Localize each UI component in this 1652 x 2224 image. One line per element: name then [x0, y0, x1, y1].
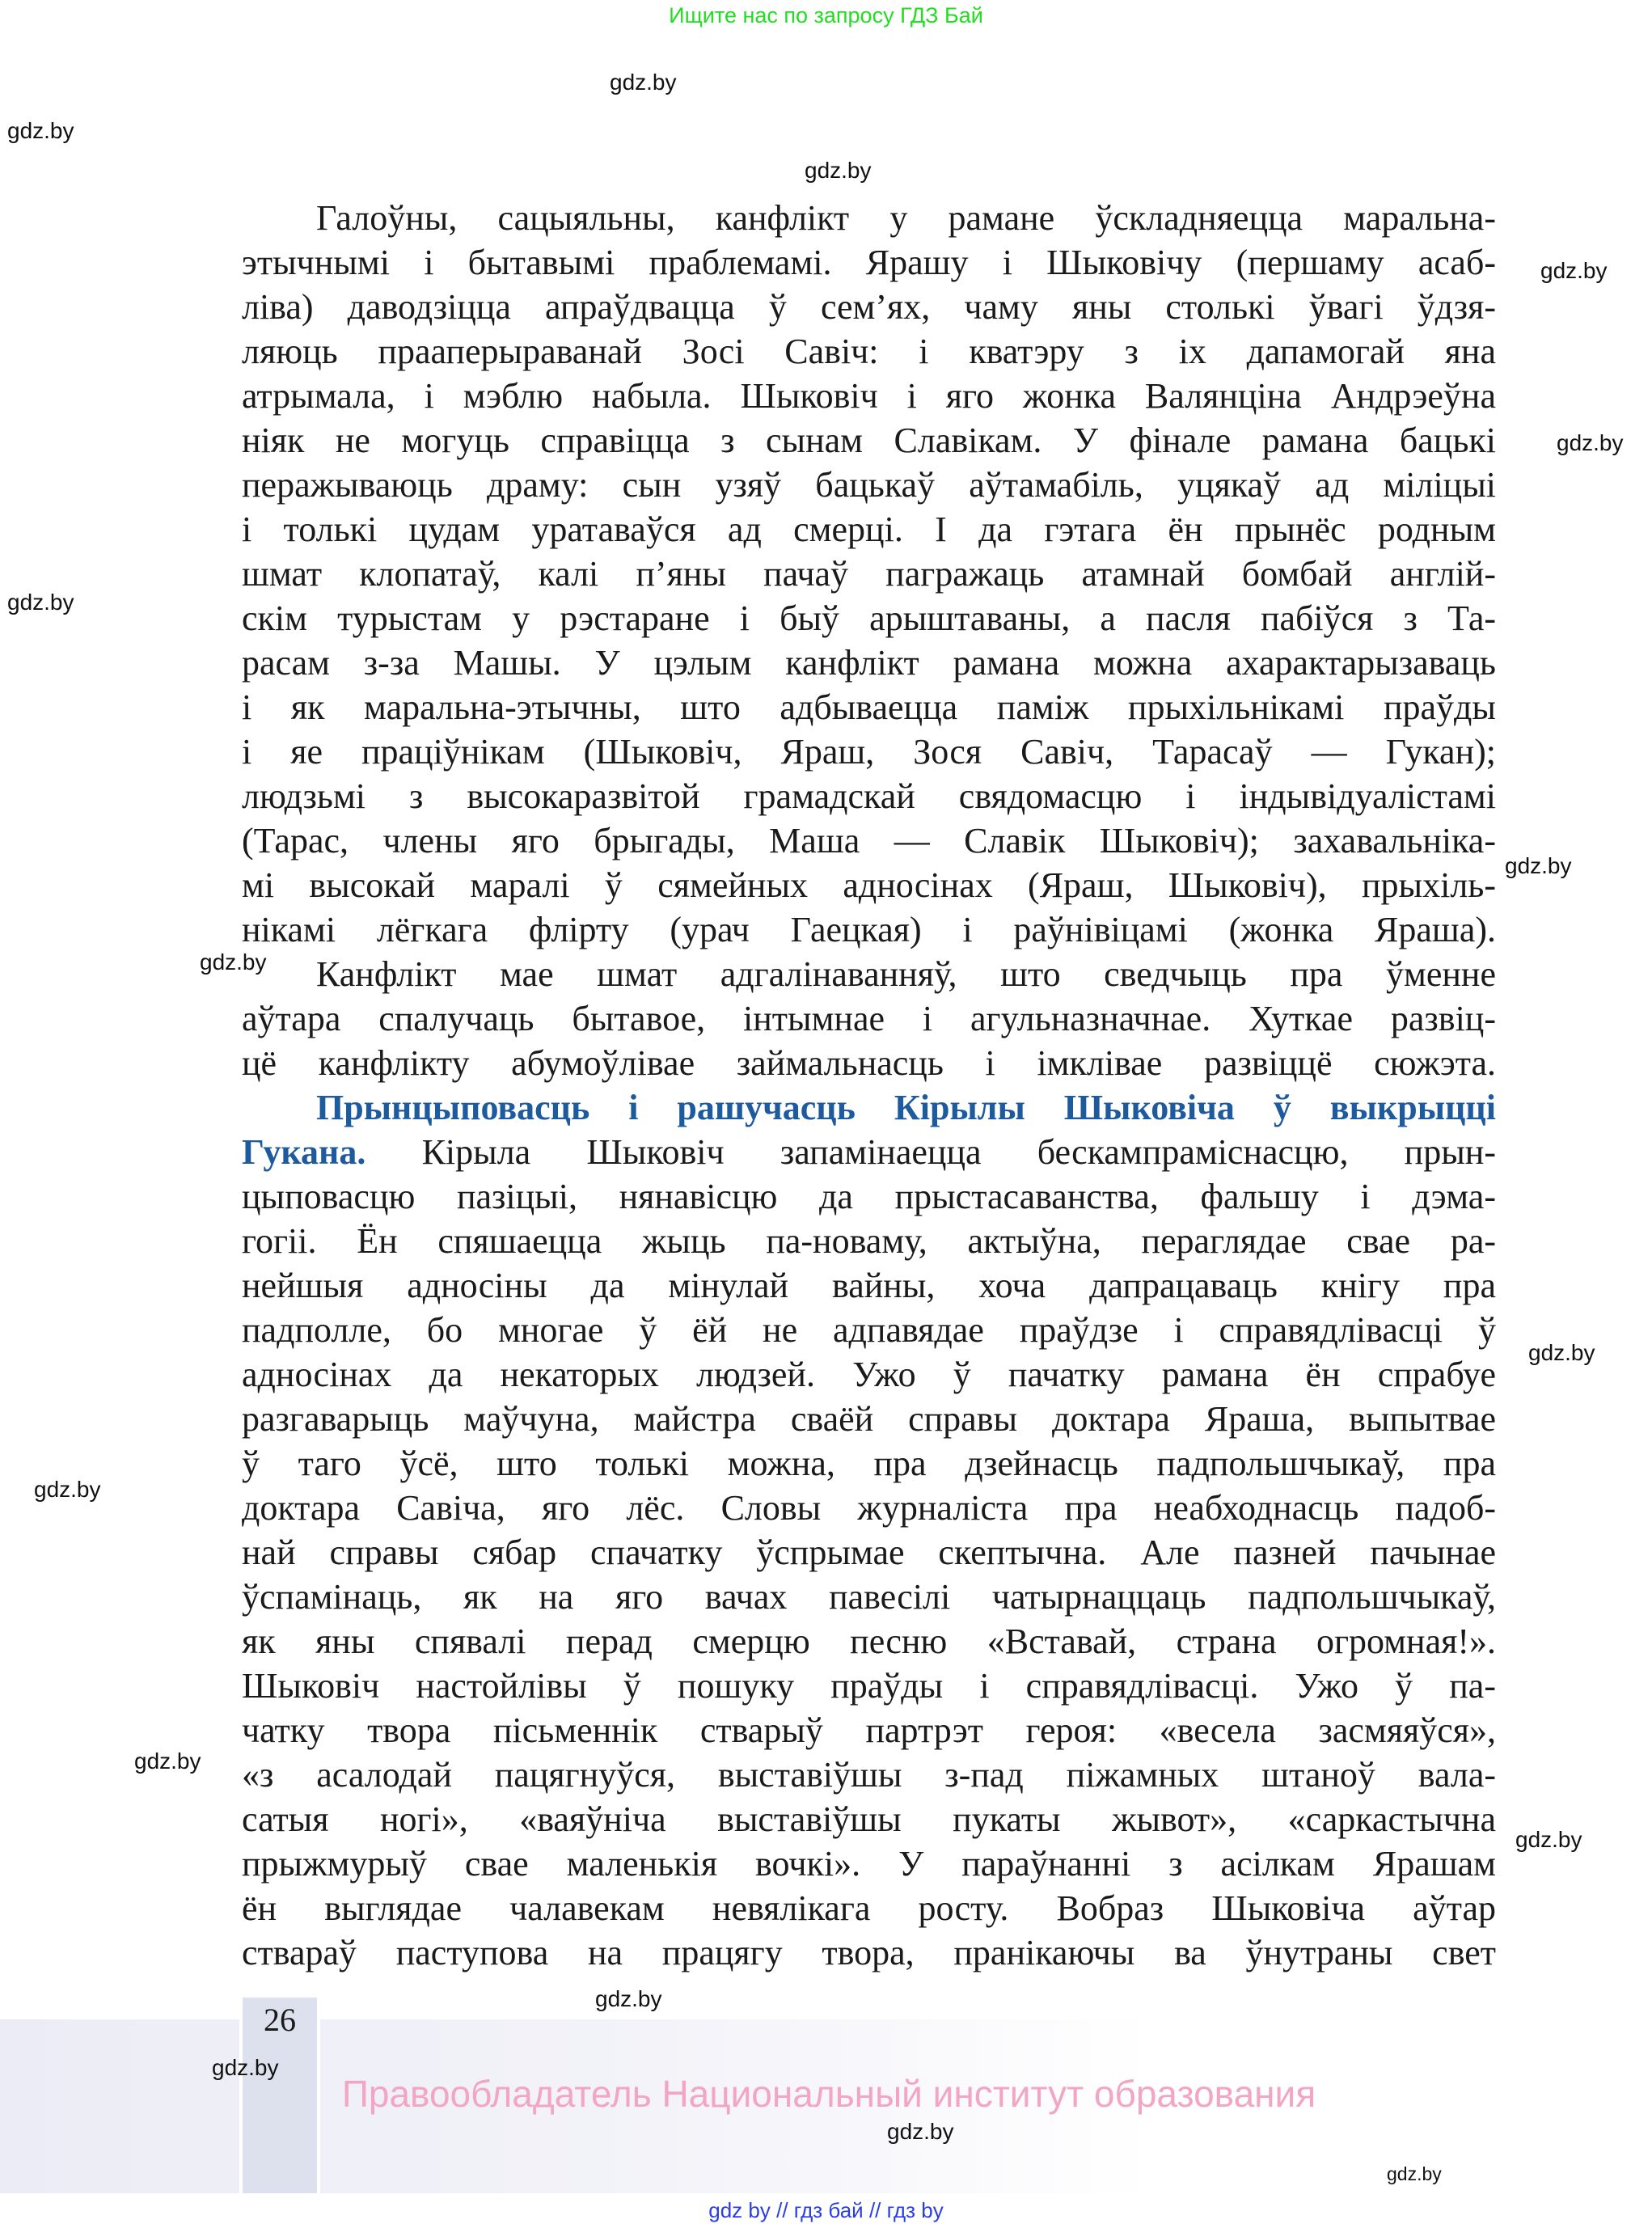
text-line [242, 1441, 1496, 1486]
text-line-content: доктара Савіча, яго лёс. Словы журналіста пра неабходнасць падоб- [242, 1488, 1496, 1528]
text-line-content: перажываюць драму: сын узяў бацькаў аўтамабіль, уцякаў ад міліцыі [242, 465, 1496, 505]
text-line-content: чатку твора пісьменнік стварыў партрэт героя: «весела засмяяўся», [242, 1710, 1496, 1750]
text-line-content: адносінах да некаторых людзей. Ужо ў пачатку рамана ён спрабуе [242, 1355, 1496, 1394]
text-line [242, 907, 1496, 952]
text-line-content: ліва) даводзіцца апраўдвацца ў сем’ях, чаму яны столькі ўвагі ўдзя- [242, 287, 1496, 327]
text-line [242, 196, 1496, 240]
text-line [242, 863, 1496, 907]
text-line-content: этычнымі і бытавымі праблемамі. Ярашу і Шыковічу (першаму асаб- [242, 243, 1496, 282]
text-line-content: падполле, бо многае ў ёй не адпавядае праўдзе і справядлівасці ў [242, 1310, 1496, 1350]
watermark: gdz.by [887, 2119, 954, 2144]
text-line [242, 1308, 1496, 1352]
text-line [242, 374, 1496, 418]
watermark: gdz.by [7, 118, 74, 143]
watermark: gdz.by [1557, 430, 1624, 455]
text-line [242, 818, 1496, 863]
text-line [242, 729, 1496, 774]
text-line-content: най справы сябар спачатку ўспрымае скептычна. Але пазней пачынае [242, 1533, 1496, 1572]
text-line [242, 1708, 1496, 1753]
text-line [242, 1397, 1496, 1441]
watermark: gdz.by [200, 949, 267, 975]
text-line [242, 996, 1496, 1041]
text-line-content: ў таго ўсё, што толькі можна, пра дзейнасць падпольшчыкаў, пра [242, 1444, 1496, 1483]
text-line [242, 1352, 1496, 1397]
text-line [242, 1619, 1496, 1664]
text-line [242, 1486, 1496, 1530]
text-line-content: атрымала, і мэблю набыла. Шыковіч і яго жонка Валянціна Андрэеўна [242, 376, 1496, 416]
text-line [242, 1219, 1496, 1263]
text-line-content: і яе праціўнікам (Шыковіч, Яраш, Зося Савіч, Тарасаў — Гукан); [242, 732, 1496, 772]
text-line [242, 1797, 1496, 1841]
text-line [242, 507, 1496, 552]
text-line-content: сатыя ногі», «ваяўніча выставіўшы пукаты жывот», «саркастычна [242, 1799, 1496, 1839]
section-heading: Прынцыповасць і рашучасць Кірылы Шыковіча ў выкрыцці [316, 1088, 1496, 1127]
text-line-content: мі высокай маралі ў сямейных адносінах (Яраш, Шыковіч), прыхіль- [242, 865, 1496, 905]
text-line [242, 1575, 1496, 1619]
text-line [242, 1530, 1496, 1575]
watermark: gdz.by [34, 1477, 101, 1502]
text-line [242, 774, 1496, 818]
text-line [242, 329, 1496, 374]
watermark: gdz.by [610, 70, 677, 95]
body-text [242, 196, 1496, 1975]
page-number: 26 [264, 2002, 296, 2038]
top-banner: Ищите нас по запросу ГДЗ Бай [669, 3, 983, 27]
bottom-links [0, 2198, 1652, 2223]
text-line-content: расам з-за Машы. У цэлым канфлікт рамана можна ахарактарызаваць [242, 643, 1496, 683]
text-line [242, 285, 1496, 329]
text-line [242, 418, 1496, 463]
text-line-content: і толькі цудам уратаваўся ад смерці. І да гэтага ён прынёс родным [242, 509, 1496, 549]
watermark: gdz.by [134, 1748, 201, 1774]
text-line-content: ніяк не могуць справіцца з сынам Славікам. У фінале рамана бацькі [242, 421, 1496, 460]
text-line-content: як яны спявалі перад смерцю песню «Вставай, страна огромная!». [242, 1621, 1496, 1661]
text-line-content: Шыковіч настойлівы ў пошуку праўды і справядлівасці. Ужо ў па- [242, 1666, 1496, 1706]
text-line [242, 1841, 1496, 1886]
text-line-content: шмат клопатаў, калі п’яны пачаў пагражаць атамнай бомбай англій- [242, 554, 1496, 594]
text-line-content: цыповасцю пазіцыі, нянавісцю да прыстасаванства, фальшу і дэма- [242, 1177, 1496, 1216]
text-line-content: ўспамінаць, як на яго вачах павесілі чатырнаццаць падпольшчыкаў, [242, 1577, 1496, 1617]
link-gdz-by[interactable]: gdz by [708, 2198, 771, 2222]
text-line [242, 463, 1496, 507]
text-line-content: нейшыя адносіны да мінулай вайны, хоча дапрацаваць кнігу пра [242, 1266, 1496, 1305]
text-line-content: скім турыстам у рэстаране і быў арыштаваны, а пасля пабіўся з Та- [242, 598, 1496, 638]
text-line [242, 240, 1496, 285]
text-line-content: ляюць прааперыраванай Зосі Савіч: і кватэру з іх дапамогай яна [242, 332, 1496, 371]
text-line-content: (Тарас, члены яго брыгады, Маша — Славік Шыковіч); захавальніка- [242, 821, 1496, 860]
watermark: gdz.by [1387, 2163, 1442, 2184]
section-heading: Гукана. [242, 1132, 366, 1172]
watermark: gdz.by [7, 590, 74, 615]
text-line-content: Галоўны, сацыяльны, канфлікт у рамане ўскладняецца маральна- [316, 198, 1496, 238]
text-line [242, 1174, 1496, 1219]
watermark: gdz.by [1528, 1340, 1595, 1365]
text-line-content: і як маральна-этычны, што адбываецца паміж прыхільнікамі праўды [242, 687, 1496, 727]
link-gdz-by-cyr[interactable]: гдз by [886, 2198, 944, 2222]
text-line-content: цё канфлікту абумоўлівае займальнасць і імклівае развіццё сюжэта. [242, 1043, 1496, 1083]
link-gdz-bai[interactable]: гдз бай [793, 2198, 864, 2222]
text-line [242, 1930, 1496, 1975]
watermark: gdz.by [1515, 1827, 1582, 1852]
text-line [242, 552, 1496, 596]
separator: // [868, 2198, 881, 2222]
text-line [242, 1664, 1496, 1708]
text-line [242, 1886, 1496, 1930]
text-line-content: разгаварыць маўчуна, майстра сваёй справы доктара Яраша, выпытвае [242, 1399, 1496, 1439]
text-line [242, 596, 1496, 641]
text-line-content: Канфлікт мае шмат адгалінаванняў, што сведчыць пра ўменне [316, 954, 1496, 994]
watermark: gdz.by [1505, 853, 1572, 878]
text-line [242, 1085, 1496, 1130]
text-line-content: аўтара спалучаць бытавое, інтымнае і агульназначнае. Хуткае развіц- [242, 999, 1496, 1038]
text-line [242, 1041, 1496, 1085]
text-line-content: «з асалодай пацягнуўся, выставіўшы з-пад піжамных штаноў вала- [242, 1755, 1496, 1795]
text-line-content: ён выглядае чалавекам невялікага росту. Вобраз Шыковіча аўтар [242, 1888, 1496, 1928]
text-line [242, 685, 1496, 729]
text-line-content: гогіі. Ён спяшаецца жыць па-новаму, актыўна, пераглядае свае ра- [242, 1221, 1496, 1261]
watermark: gdz.by [595, 1986, 662, 2011]
text-line-content: ствараў паступова на працягу твора, пранікаючы ва ўнутраны свет [242, 1933, 1496, 1972]
text-line-content: прыжмурыў свае маленькія вочкі». У параўнанні з асілкам Ярашам [242, 1844, 1496, 1884]
text-line-content: нікамі лёгкага флірту (урач Гаецкая) і раўнівіцамі (жонка Яраша). [242, 910, 1496, 949]
text-line [242, 952, 1496, 996]
text-line [242, 1130, 1496, 1174]
text-line [242, 1753, 1496, 1797]
text-line [242, 1263, 1496, 1308]
text-line [242, 641, 1496, 685]
text-line-content: Кірыла Шыковіч запамінаецца бескампраміснасцю, прын- [365, 1132, 1496, 1172]
watermark: gdz.by [212, 2055, 279, 2080]
watermark: gdz.by [1540, 258, 1608, 283]
separator: // [776, 2198, 788, 2222]
copyright-notice: Правообладатель Национальный институт образования [341, 2073, 1316, 2115]
text-line-content: людзьмі з высокаразвітой грамадскай свядомасцю і індывідуалістамі [242, 776, 1496, 816]
watermark: gdz.by [805, 158, 872, 183]
